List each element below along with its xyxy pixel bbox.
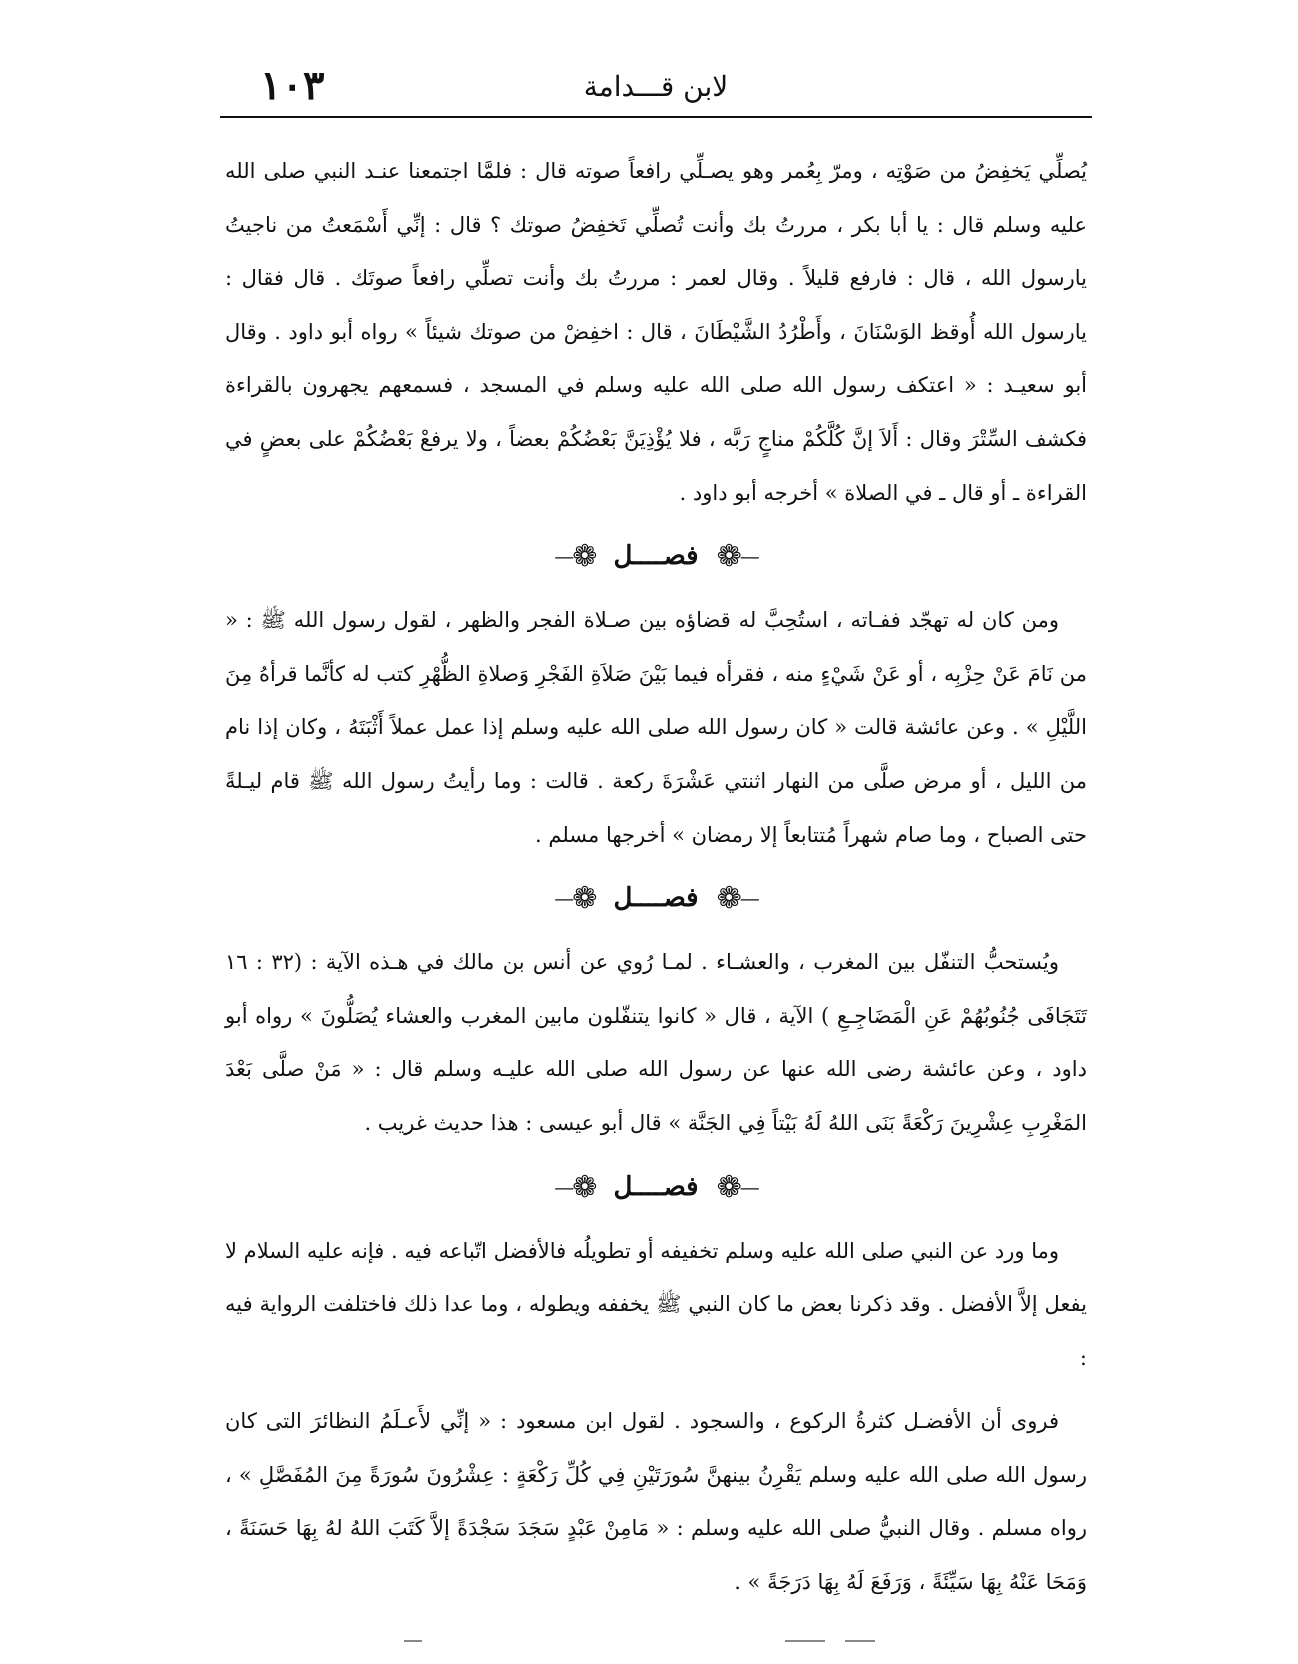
paragraph-5: فروى أن الأفضـل كثرةُ الركوع ، والسجود . لقول ابن مسعود : « إنِّي لأَعـلَمُ النظائرَ التى كان رسول الله صلى الله عليه وسلم يَقْرِنُ بينهنَّ سُورَتَيْنِ فِي كُلِّ رَكْعَةٍ : عِشْرُونَ سُورَةً مِنَ المُفَصَّلِ » ، رواه مسلم . وقال النبيُّ صلى الله عليه وسلم : « مَامِنْ عَبْدٍ سَجَدَ سَجْدَةً إلاَّ كَتَبَ اللهُ لهُ بِهَا حَسَنَةً ، وَمَحَا عَنْهُ بِهَا سَيِّئَةً ، وَرَفَعَ لَهُ بِهَا دَرَجَةً » . [225,1409,1087,1595]
scan-mark [845,1640,875,1642]
paragraph-gap [225,1385,1087,1395]
scan-mark [404,1640,422,1642]
ornament-right-icon: — ❁ [716,539,758,575]
section-title: فصــــل [613,541,699,572]
section-heading-3 [225,1151,1087,1225]
ornament-right-icon: — ❁ [716,881,758,917]
paragraph-3: ويُستحبُّ التنفّل بين المغرب ، والعشـاء . لمـا رُوي عن أنس بن مالك في هـذه الآية : (٣٢ : ١٦ تَتَجَافَى جُنُوبُهُمْ عَنِ الْمَضَاجِـعِ ) الآية ، قال « كانوا يتنفّلون مابين المغرب والعشاء يُصَلُّونَ » رواه أبو داود ، وعن عائشة رضى الله عنها عن رسول الله صلى الله عليـه وسلم قال : « مَنْ صلَّى بَعْدَ المَغْرِبِ عِشْرِينَ رَكْعَةً بَنَى اللهُ لَهُ بَيْتاً فِي الجَنَّة » قال أبو عيسى : هذا حديث غريب . [225,950,1087,1135]
ornament-right-icon: — ❁ [716,1169,758,1205]
ornament-left-icon: ❁ — [554,881,596,917]
scan-mark [785,1640,825,1642]
page-body [225,145,1087,1610]
section-heading-2 [225,862,1087,936]
paragraph-1: يُصلِّي يَخفِضُ من صَوْتِه ، ومرّ بِعُمر وهو يصـلِّي رافعاً صوته قال : فلمَّا اجتمعنا عنـد النبي صلى الله عليه وسلم قال : يا أبا بكر ، مررتُ بك وأنت تُصلِّي تَخفِضُ صوتك ؟ قال : إنِّي أَسْمَعتُ من ناجيتُ يارسول الله ، قال : فارفع قليلاً . وقال لعمر : مررتُ بك وأنت تصلِّي رافعاً صوتَك . قال فقال : يارسول الله أُوقظ الوَسْنَانَ ، وأَطْرُدُ الشَّيْطَانَ ، قال : اخفِضْ من صوتك شيئاً » رواه أبو داود . وقال أبو سعيـد : « اعتكف رسول الله صلى الله عليه وسلم في المسجد ، فسمعهم يجهرون بالقراءة فكشف السِّتْرَ وقال : أَلاَ إنَّ كُلَّكُمْ مناجٍ رَبَّه ، فلا يُؤْذِيَنَّ بَعْضُكُمْ بعضاً ، ولا يرفعْ بَعْضُكُمْ على بعضٍ في القراءة ـ أو قال ـ في الصلاة » أخرجه أبو داود . [225,159,1087,505]
ornament-left-icon: ❁ — [554,539,596,575]
header-rule [220,116,1092,118]
ornament-left-icon: ❁ — [554,1169,596,1205]
section-title: فصــــل [613,1171,699,1202]
page-header [220,62,1092,112]
page-number: ١٠٣ [260,62,325,109]
section-title: فصــــل [613,883,699,914]
running-title: لابن قـــدامة [583,70,729,103]
paragraph-4: وما ورد عن النبي صلى الله عليه وسلم تخفيفه أو تطويلُه فالأفضل اتّباعه فيه . فإنه عليه السلام لا يفعل إلاَّ الأفضل . وقد ذكرنا بعض ما كان النبي ﷺ يخففه ويطوله ، وما عدا ذلك فاختلفت الرواية فيه : [225,1238,1087,1370]
paragraph-2: ومن كان له تهجّد ففـاته ، استُحِبَّ له قضاؤه بين صـلاة الفجر والظهر ، لقول رسول الله ﷺ : « من نَامَ عَنْ حِزْبِه ، أو عَنْ شَيْءٍ منه ، فقرأه فيما بَيْنَ صَلاَةِ الفَجْرِ وَصلاةِ الظُّهْرِ كتب له كأنَّما قرأهُ مِنَ اللَّيْلِ » . وعن عائشة قالت « كان رسول الله صلى الله عليه وسلم إذا عمل عملاً أَثْبَتَهُ ، وكان إذا نام من الليل ، أو مرض صلَّى من النهار اثنتي عَشْرَةَ ركعة . قالت : وما رأيتُ رسول الله ﷺ قام ليـلةً حتى الصباح ، وما صام شهراً مُتتابعاً إلا رمضان » أخرجها مسلم . [225,608,1087,847]
section-heading-1 [225,520,1087,594]
